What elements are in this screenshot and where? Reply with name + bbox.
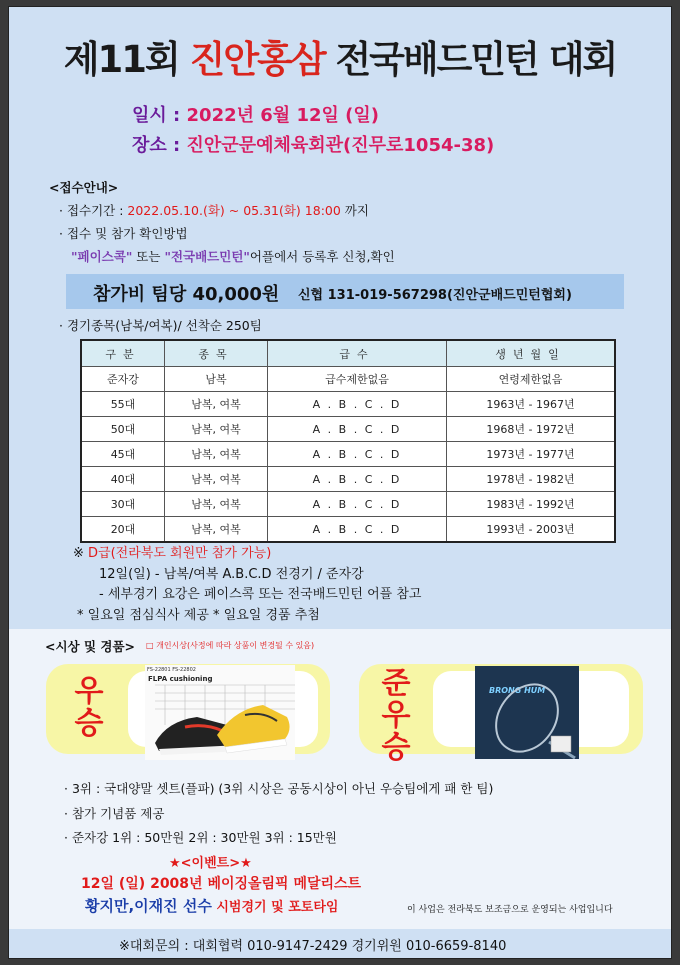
table-row <box>81 492 615 517</box>
header-birth: 생년월일 <box>447 340 616 367</box>
shoe-photo <box>145 665 295 760</box>
cell-birth: 1968년 - 1972년 <box>447 417 616 442</box>
dgrade-note <box>73 542 271 561</box>
note-mark: ※ <box>73 546 89 561</box>
header-division: 구분 <box>81 340 165 367</box>
date-label: 일시 : <box>132 105 187 126</box>
event-heading: ★<이벤트>★ <box>169 856 252 871</box>
cell-division: 45대 <box>81 442 165 467</box>
cell-grade: A . B . C . D <box>268 492 447 517</box>
cell-grade: A . B . C . D <box>268 442 447 467</box>
dgrade-text: D급(전라북도 회원만 참가 가능) <box>88 546 272 561</box>
third-place-line: · 3위 : 국대양말 셋트(플파) (3위 시상은 공동시상이 아닌 우승팀에게 패 한 팀) <box>64 781 494 796</box>
cell-birth: 1983년 - 1992년 <box>447 492 616 517</box>
venue-row <box>132 131 494 157</box>
cell-division: 20대 <box>81 517 165 543</box>
cell-event: 남복, 여복 <box>165 492 268 517</box>
method-row <box>71 247 395 265</box>
event-line1: 12일 (일) 2008년 베이징올림픽 메달리스트 <box>81 876 362 892</box>
registration-heading: <접수안내> <box>49 180 119 195</box>
table-row <box>81 392 615 417</box>
date-row <box>132 101 379 127</box>
division-table <box>80 339 616 543</box>
shoe-codes: FS-22801 FS-22802 <box>147 667 196 673</box>
meal-note: * 일요일 점심식사 제공 * 일요일 경품 추첨 <box>77 608 320 623</box>
cell-division: 50대 <box>81 417 165 442</box>
cell-birth: 1993년 - 2003년 <box>447 517 616 543</box>
events-line: · 경기종목(남복/여복)/ 선착순 250팀 <box>59 318 262 333</box>
schedule-note: 12일(일) - 남복/여복 A.B.C.D 전경기 / 준자강 <box>99 567 364 582</box>
or-text: 또는 <box>132 249 165 264</box>
cell-division: 55대 <box>81 392 165 417</box>
date-value: 2022년 6월 12일 (일) <box>186 105 379 126</box>
table-row <box>81 442 615 467</box>
cell-grade: A . B . C . D <box>268 517 447 543</box>
title-brand: 진안홍삼 <box>189 38 325 81</box>
page-title <box>9 29 671 83</box>
detail-note: - 세부경기 요강은 페이스콕 또는 전국배드민턴 어플 참고 <box>99 587 422 602</box>
racket-brand-text: BRONG HUM <box>489 686 546 695</box>
shoe-brand-text: FLPA cushioning <box>148 675 213 683</box>
prizes-heading: <시상 및 경품> <box>45 639 136 654</box>
table-row <box>81 367 615 392</box>
cell-birth: 연령제한없음 <box>447 367 616 392</box>
cell-event: 남복 <box>165 367 268 392</box>
period-row <box>59 201 369 219</box>
cell-birth: 1973년 - 1977년 <box>447 442 616 467</box>
cell-event: 남복, 여복 <box>165 417 268 442</box>
support-note: 이 사업은 전라북도 보조금으로 운영되는 사업입니다 <box>407 905 613 915</box>
cell-event: 남복, 여복 <box>165 517 268 543</box>
racket-icon <box>475 666 579 759</box>
gift-line: · 참가 기념품 제공 <box>64 806 165 821</box>
period-label: · 접수기간 : <box>59 203 128 218</box>
prize-notice: □ 개인시상(사정에 따라 상품이 변경될 수 있음) <box>146 641 315 650</box>
cell-grade: A . B . C . D <box>268 392 447 417</box>
table-row <box>81 467 615 492</box>
method-tail: 어플에서 등록후 신청,확인 <box>249 249 395 264</box>
cell-birth: 1963년 - 1967년 <box>447 392 616 417</box>
venue-label: 장소 : <box>132 135 187 156</box>
fee-amount: 참가비 팀당 40,000원 <box>93 284 280 305</box>
table-row <box>81 517 615 543</box>
app-national: "전국배드민턴" <box>164 249 250 264</box>
cell-division: 준자강 <box>81 367 165 392</box>
poster <box>8 6 672 959</box>
shoe-icon <box>145 665 295 760</box>
cell-division: 30대 <box>81 492 165 517</box>
winner-label <box>72 676 106 740</box>
cell-division: 40대 <box>81 467 165 492</box>
cell-grade: A . B . C . D <box>268 417 447 442</box>
cell-event: 남복, 여복 <box>165 467 268 492</box>
venue-value: 진안군문예체육회관(진무로1054-38) <box>186 135 495 156</box>
winner-text: 우승 <box>74 674 104 741</box>
header-grade: 급수 <box>268 340 447 367</box>
period-suffix: 까지 <box>340 203 369 218</box>
athlete-names: 황지만,이재진 선수 <box>85 897 212 915</box>
junjagang-line: · 준자강 1위 : 50만원 2위 : 30만원 3위 : 15만원 <box>64 830 337 845</box>
event-line2 <box>85 895 338 916</box>
title-post: 전국배드민턴 대회 <box>324 38 617 81</box>
runner-up-text: 준우승 <box>381 666 411 765</box>
cell-event: 남복, 여복 <box>165 442 268 467</box>
bank-account: 신협 131-019-567298(진안군배드민턴협회) <box>298 288 572 303</box>
racket-photo <box>475 666 579 759</box>
title-pre: 제11회 <box>63 38 190 81</box>
runner-up-label <box>379 668 413 764</box>
table-header-row <box>81 340 615 367</box>
fee-bar <box>66 274 624 309</box>
cell-birth: 1978년 - 1982년 <box>447 467 616 492</box>
method-label: · 접수 및 참가 확인방법 <box>59 226 188 241</box>
cell-event: 남복, 여복 <box>165 392 268 417</box>
event-tail: 시범경기 및 포토타임 <box>211 900 339 915</box>
contact-info: ※대회문의 : 대회협력 010-9147-2429 경기위원 010-6659-8140 <box>119 939 507 954</box>
cell-grade: A . B . C . D <box>268 467 447 492</box>
header-event: 종목 <box>165 340 268 367</box>
cell-grade: 급수제한없음 <box>268 367 447 392</box>
period-value: 2022.05.10.(화) ~ 05.31(화) 18:00 <box>127 203 341 218</box>
app-facecock: "페이스콕" <box>71 249 133 264</box>
table-row <box>81 417 615 442</box>
